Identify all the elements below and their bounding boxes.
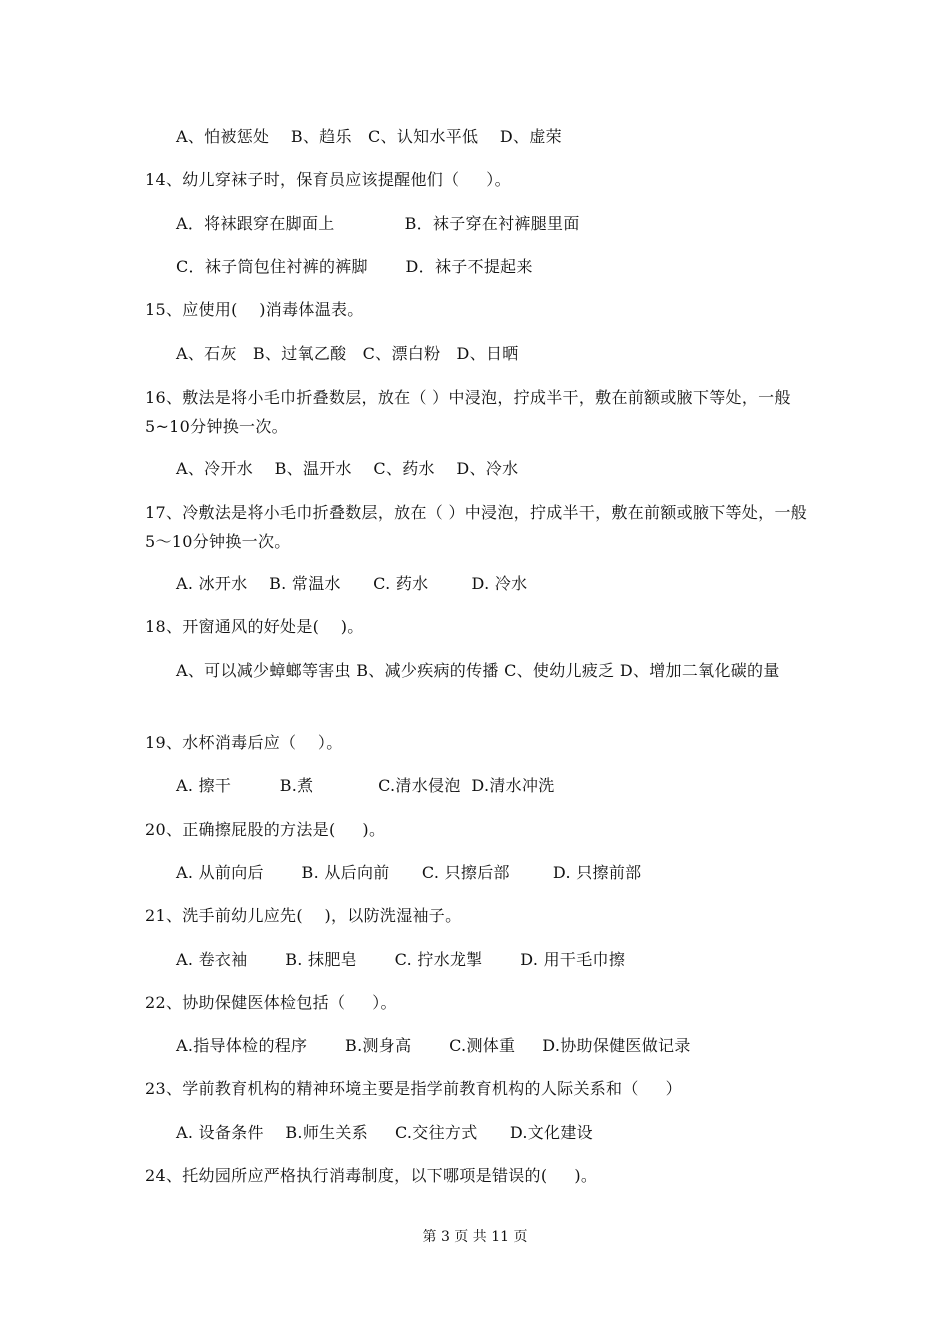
q20-question: 20、正确擦屁股的方法是( )。 xyxy=(145,820,386,839)
q14-options-ab: A．将袜跟穿在脚面上 B．袜子穿在衬裤腿里面 xyxy=(176,214,580,233)
q16-question: 16、敷法是将小毛巾折叠数层，放在（ ）中浸泡，拧成半干，敷在前额或腋下等处，一般5~10分钟换一次。 xyxy=(145,388,791,436)
q23-question: 23、学前教育机构的精神环境主要是指学前教育机构的人际关系和（ ） xyxy=(145,1079,682,1098)
page-number: 第 3 页 共 11 页 xyxy=(422,1229,528,1245)
q21-question: 21、洗手前幼儿应先( )，以防洗湿袖子。 xyxy=(145,906,462,925)
q22-question: 22、协助保健医体检包括（ ）。 xyxy=(145,993,397,1012)
q18-options: A、可以减少蟑螂等害虫 B、减少疾病的传播 C、使幼儿疲乏 D、增加二氧化碳的量 xyxy=(176,661,780,680)
q20-options: A. 从前向后 B. 从后向前 C. 只擦后部 D. 只擦前部 xyxy=(176,863,642,882)
q13-options: A、怕被惩处 B、趋乐 C、认知水平低 D、虚荣 xyxy=(176,127,562,146)
q14-question: 14、幼儿穿袜子时，保育员应该提醒他们（ ）。 xyxy=(145,170,511,189)
q17-question: 17、冷敷法是将小毛巾折叠数层，放在（ ）中浸泡，拧成半干，敷在前额或腋下等处，一般5～10分钟换一次。 xyxy=(145,503,808,551)
q18-question: 18、开窗通风的好处是( )。 xyxy=(145,617,364,636)
q15-options: A、石灰 B、过氧乙酸 C、漂白粉 D、日晒 xyxy=(176,344,519,363)
q15-question: 15、应使用( )消毒体温表。 xyxy=(145,300,364,319)
q21-options: A. 卷衣袖 B. 抹肥皂 C. 拧水龙掣 D. 用干毛巾擦 xyxy=(176,950,626,969)
q17-options: A. 冰开水 B. 常温水 C. 药水 D. 冷水 xyxy=(176,574,528,593)
q19-question: 19、水杯消毒后应（ ）。 xyxy=(145,733,343,752)
q24-question: 24、托幼园所应严格执行消毒制度，以下哪项是错误的( )。 xyxy=(145,1166,598,1185)
q19-options: A. 擦干 B.煮 C.清水侵泡 D.清水冲洗 xyxy=(176,776,555,795)
q23-options: A. 设备条件 B.师生关系 C.交往方式 D.文化建设 xyxy=(176,1123,593,1142)
q16-options: A、冷开水 B、温开水 C、药水 D、冷水 xyxy=(176,459,519,478)
q14-options-cd: C．袜子筒包住衬裤的裤脚 D．袜子不提起来 xyxy=(176,257,533,276)
q22-options: A.指导体检的程序 B.测身高 C.测体重 D.协助保健医做记录 xyxy=(176,1036,691,1055)
